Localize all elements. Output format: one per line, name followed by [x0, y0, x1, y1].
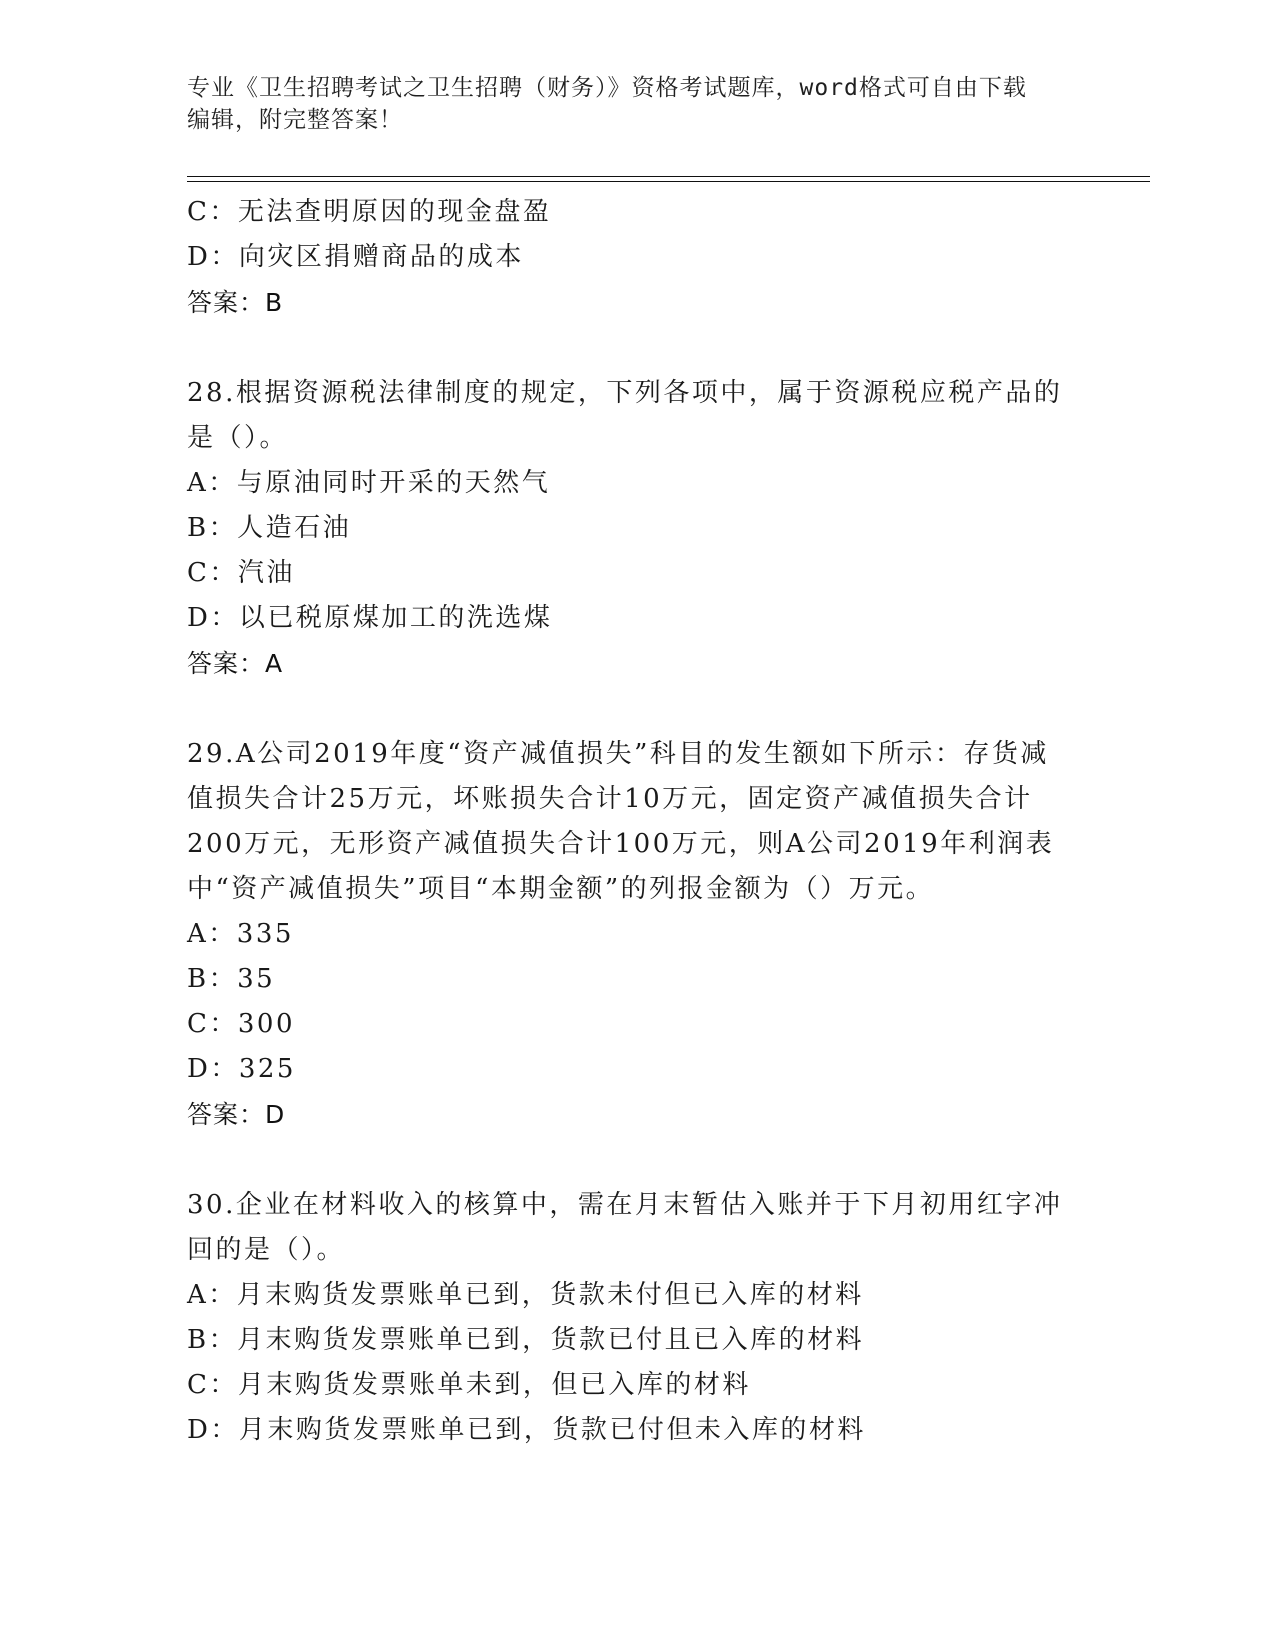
- option-c: C：月末购货发票账单未到，但已入库的材料: [187, 1370, 751, 1400]
- answer-line: 答案：A: [187, 649, 284, 678]
- question-stem: 29.A公司2019年度“资产减值损失”科目的发生额如下所示：存货减: [187, 739, 1049, 769]
- question-27-tail: [187, 190, 1087, 325]
- question-30: [187, 1183, 1087, 1453]
- header-divider-top: [187, 176, 1150, 177]
- option-d: D：325: [187, 1054, 296, 1084]
- option-d: D：月末购货发票账单已到，货款已付但未入库的材料: [187, 1415, 866, 1445]
- answer-line: 答案：B: [187, 288, 284, 317]
- option-b: B：35: [187, 964, 276, 994]
- header-line-2: 编辑，附完整答案！: [187, 107, 403, 133]
- option-c: C：无法查明原因的现金盘盈: [187, 197, 552, 227]
- question-stem: 值损失合计25万元，坏账损失合计10万元，固定资产减值损失合计: [187, 784, 1033, 814]
- answer-line: 答案：D: [187, 1100, 286, 1129]
- document-header: [187, 72, 1087, 136]
- question-stem: 200万元，无形资产减值损失合计100万元，则A公司2019年利润表: [187, 829, 1055, 859]
- question-stem: 30.企业在材料收入的核算中，需在月末暂估入账并于下月初用红字冲: [187, 1190, 1063, 1220]
- option-b: B：月末购货发票账单已到，货款已付且已入库的材料: [187, 1325, 865, 1355]
- header-divider-bottom: [187, 181, 1150, 182]
- option-b: B：人造石油: [187, 513, 352, 543]
- header-line-1: 专业《卫生招聘考试之卫生招聘（财务）》资格考试题库，word格式可自由下载: [187, 75, 1027, 101]
- question-stem: 回的是（）。: [187, 1235, 346, 1265]
- question-29: [187, 732, 1087, 1137]
- option-d: D：向灾区捐赠商品的成本: [187, 242, 524, 272]
- option-c: C：汽油: [187, 558, 295, 588]
- spacer: [187, 325, 1087, 371]
- option-a: A：月末购货发票账单已到，货款未付但已入库的材料: [187, 1280, 864, 1310]
- option-a: A：335: [187, 919, 294, 949]
- question-28: [187, 371, 1087, 686]
- option-c: C：300: [187, 1009, 296, 1039]
- spacer: [187, 686, 1087, 732]
- document-body: [187, 190, 1087, 1453]
- option-a: A：与原油同时开采的天然气: [187, 468, 551, 498]
- question-stem: 是（）。: [187, 423, 289, 453]
- spacer: [187, 1137, 1087, 1183]
- question-stem: 中“资产减值损失”项目“本期金额”的列报金额为（）万元。: [187, 874, 935, 904]
- option-d: D：以已税原煤加工的洗选煤: [187, 603, 553, 633]
- question-stem: 28.根据资源税法律制度的规定，下列各项中，属于资源税应税产品的: [187, 378, 1063, 408]
